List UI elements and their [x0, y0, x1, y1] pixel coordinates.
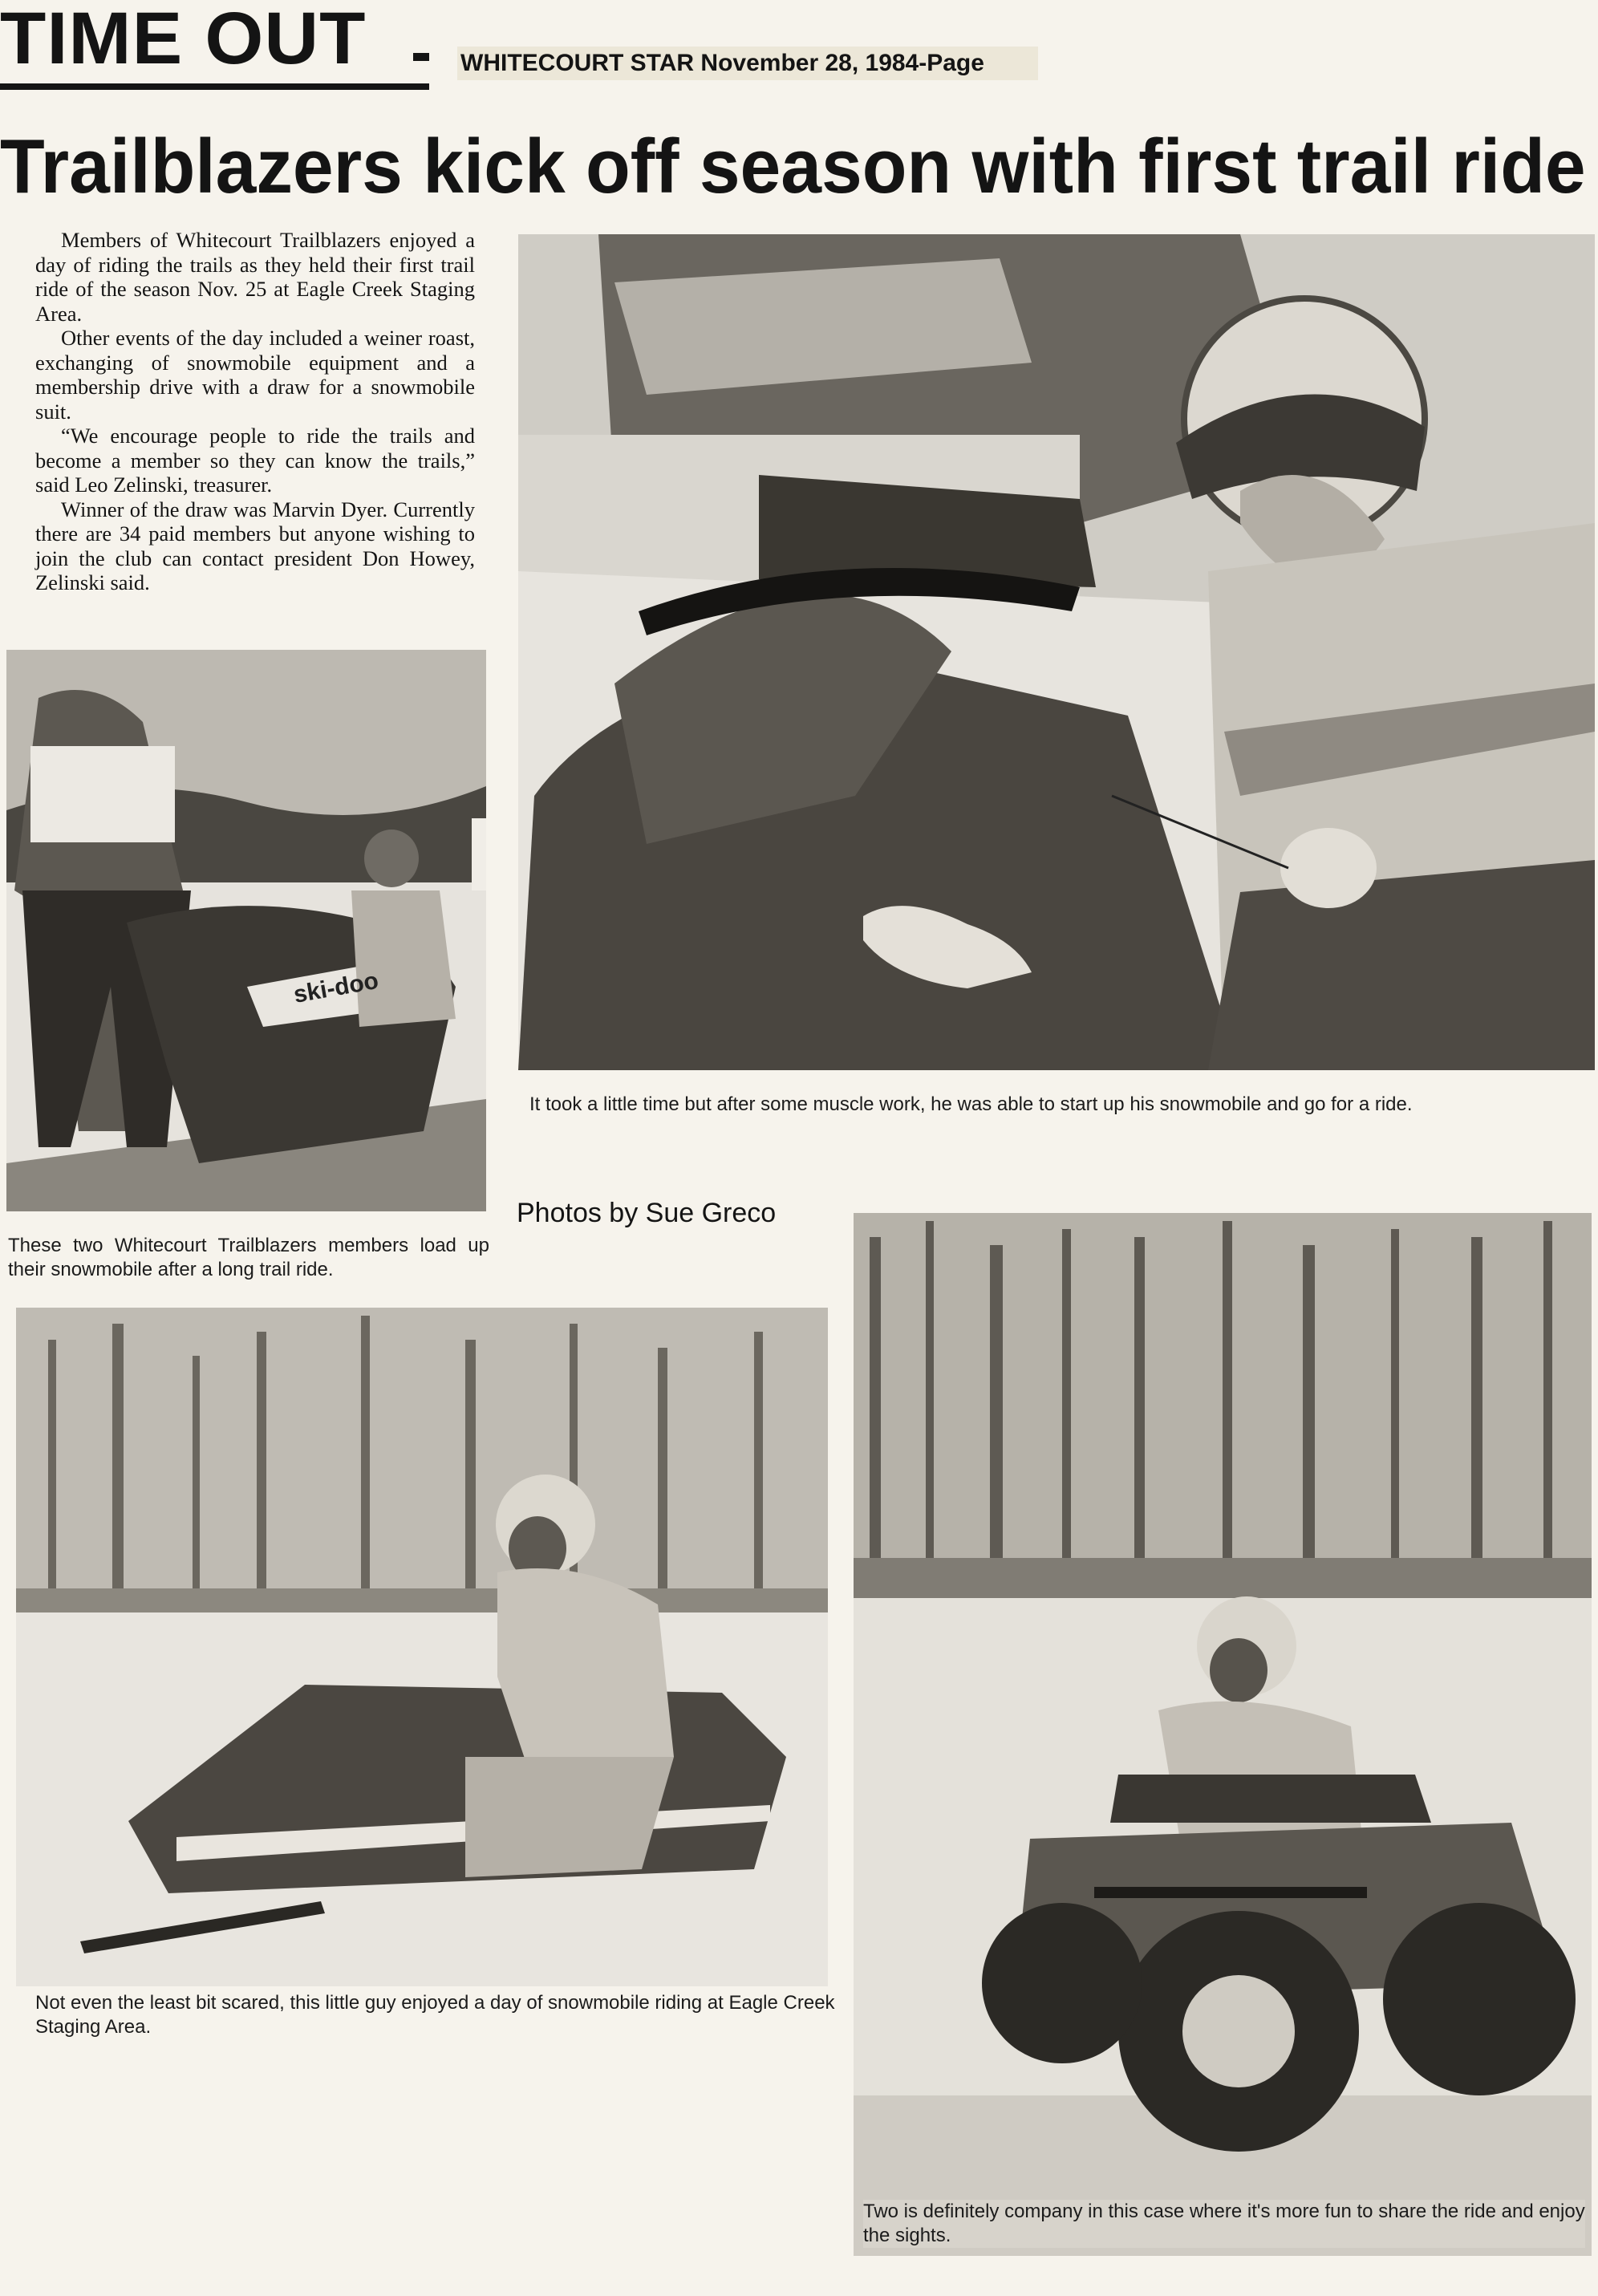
photo-credit: Photos by Sue Greco: [517, 1198, 777, 1228]
publication-line: WHITECOURT STAR November 28, 1984-Page: [457, 47, 1038, 80]
story-paragraph: Other events of the day included a weiner roast, exchanging of snowmobile equipment and a membership drive with a draw for a snowmobile suit.: [35, 326, 475, 424]
photo-starting-snowmobile: [518, 234, 1595, 1070]
photo-atv-riders: [854, 1213, 1592, 2256]
photo-loading-snowmobile: [6, 650, 486, 1211]
headline: Trailblazers kick off season with first trail ride: [0, 124, 1586, 209]
ski-doo-decal: ski-doo: [291, 967, 381, 1008]
story-paragraph: “We encourage people to ride the trails and become a member so they can know the trails,” said Leo Zelinski, treasurer.: [35, 424, 475, 497]
section-dash: [413, 53, 429, 61]
story-body: [35, 228, 475, 595]
caption-little-rider: Not even the least bit scared, this little guy enjoyed a day of snowmobile riding at Eagle Creek Staging Area.: [35, 1992, 835, 2038]
caption-starting: It took a little time but after some muscle work, he was able to start up his snowmobile and go for a ride.: [529, 1093, 1413, 1115]
section-title: TIME OUT: [0, 0, 367, 79]
caption-loading: These two Whitecourt Trailblazers members load up their snowmobile after a long trail ride.: [8, 1235, 489, 1280]
story-paragraph: Members of Whitecourt Trailblazers enjoyed a day of riding the trails as they held their first trail ride of the season Nov. 25 at Eagle Creek Staging Area.: [35, 228, 475, 326]
photo-little-rider: [16, 1308, 828, 1986]
story-paragraph: Winner of the draw was Marvin Dyer. Currently there are 34 paid members but anyone wishing to join the club can contact president Don Howey, Zelinski said.: [35, 497, 475, 594]
section-rule: [0, 83, 429, 90]
caption-atv: Two is definitely company in this case where it's more fun to share the ride and enjoy the sights.: [863, 2201, 1585, 2246]
